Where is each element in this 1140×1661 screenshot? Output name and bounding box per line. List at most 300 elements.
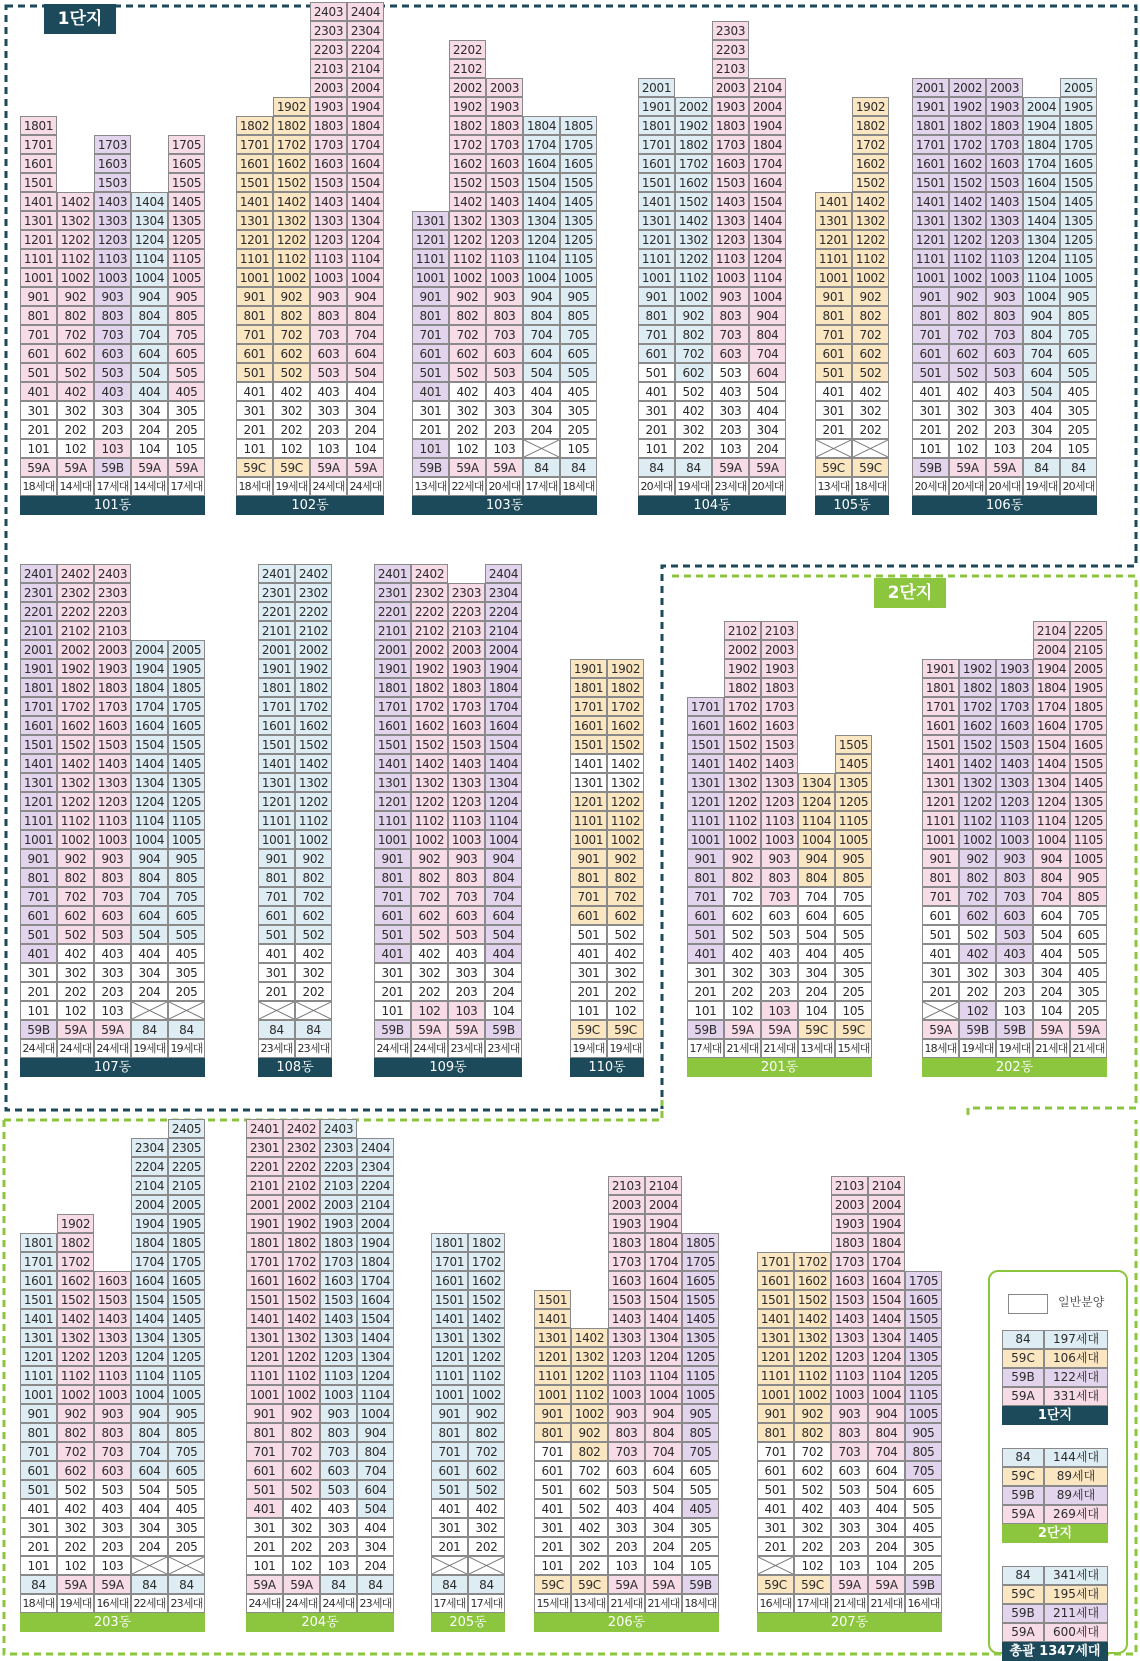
unit-cell: 1703 [320,1252,357,1271]
unit-cell: 904 [131,1404,168,1423]
unit-cell: 1005 [835,830,872,849]
unit-cell: 1501 [20,735,57,754]
unit-cell: 1504 [131,1290,168,1309]
unit-cell: 1102 [295,811,332,830]
unit-cell: 1102 [273,249,310,268]
unit-cell: 201 [20,982,57,1001]
unit-cell: 1003 [712,268,749,287]
unit-cell: 1903 [608,1214,645,1233]
unit-cell: 1103 [310,249,347,268]
building-name: 102동 [236,496,384,515]
unit-cell: 2301 [20,583,57,602]
unit-cell: 1304 [749,230,786,249]
unit-cell: 205 [905,1556,942,1575]
unit-cell: 303 [712,401,749,420]
unit-cell: 502 [675,382,712,401]
unit-cell: 203 [986,420,1023,439]
unit-cell: 701 [20,887,57,906]
unit-cell: 1101 [687,811,724,830]
unit-cell: 2101 [246,1176,283,1195]
legend-count: 195세대 [1044,1585,1108,1604]
unit-cell: 1101 [412,249,449,268]
unit-cell: 1404 [749,211,786,230]
unit-cell: 204 [798,982,835,1001]
unit-cell: 2104 [1033,621,1070,640]
unit-cell: 104 [645,1556,682,1575]
unit-cell: 1303 [448,773,485,792]
unit-cell: 1202 [949,230,986,249]
unit-cell: 1103 [486,249,523,268]
unit-cell: 1201 [236,230,273,249]
unit-cell: 1904 [868,1214,905,1233]
unit-cell: 502 [295,925,332,944]
unit-cell: 1103 [712,249,749,268]
unit-cell: 2001 [374,640,411,659]
unit-cell: 1701 [922,697,959,716]
household-count: 16세대 [905,1594,942,1613]
unit-cell: 703 [986,325,1023,344]
unit-cell-empty [295,1001,332,1020]
unit-cell: 1403 [448,754,485,773]
unit-cell: 705 [682,1442,719,1461]
unit-cell: 702 [411,887,448,906]
unit-cell: 902 [468,1404,505,1423]
unit-cell: 2104 [645,1176,682,1195]
unit-cell: 802 [852,306,889,325]
unit-cell: 902 [794,1404,831,1423]
household-count: 21세대 [1070,1039,1107,1058]
unit-cell: 301 [570,963,607,982]
unit-cell: 704 [131,325,168,344]
legend-type: 84 [1002,1566,1044,1585]
unit-cell: 2102 [724,621,761,640]
unit-cell: 1502 [283,1290,320,1309]
unit-cell: 402 [959,944,996,963]
unit-cell: 1703 [986,135,1023,154]
unit-cell: 801 [570,868,607,887]
unit-cell: 1603 [486,154,523,173]
unit-cell: 2204 [485,602,522,621]
unit-cell: 1501 [20,173,57,192]
unit-cell: 1803 [486,116,523,135]
household-count: 15세대 [534,1594,571,1613]
unit-cell: 1104 [749,268,786,287]
unit-cell: 301 [922,963,959,982]
household-count: 24세대 [57,1039,94,1058]
unit-cell: 103 [996,1001,1033,1020]
unit-cell: 902 [724,849,761,868]
unit-cell: 1904 [749,116,786,135]
unit-cell: 1402 [794,1309,831,1328]
unit-type-cell: 59A [20,458,57,477]
unit-cell: 1701 [757,1252,794,1271]
unit-cell: 605 [168,344,205,363]
unit-cell: 203 [831,1537,868,1556]
unit-cell: 1102 [57,811,94,830]
unit-type-cell: 84 [168,1575,205,1594]
unit-cell: 203 [94,420,131,439]
unit-cell: 202 [273,420,310,439]
unit-type-cell: 59A [94,1020,131,1039]
unit-cell: 904 [749,306,786,325]
unit-cell: 1004 [131,830,168,849]
unit-cell: 304 [1023,420,1060,439]
unit-cell: 1105 [905,1385,942,1404]
unit-cell: 1001 [534,1385,571,1404]
unit-cell: 304 [131,963,168,982]
unit-cell: 104 [485,1001,522,1020]
unit-cell: 1501 [20,1290,57,1309]
unit-cell: 1904 [1033,659,1070,678]
unit-cell: 901 [20,849,57,868]
building-name: 202동 [922,1058,1107,1077]
building-name: 106동 [912,496,1097,515]
unit-cell: 1202 [571,1366,608,1385]
unit-cell: 803 [94,868,131,887]
unit-cell: 1705 [168,1252,205,1271]
unit-cell: 1403 [320,1309,357,1328]
unit-cell: 802 [571,1442,608,1461]
unit-cell: 701 [236,325,273,344]
unit-cell: 1404 [645,1309,682,1328]
unit-type-cell: 59A [246,1575,283,1594]
unit-cell: 705 [1060,325,1097,344]
unit-cell: 1703 [996,697,1033,716]
unit-cell: 1401 [236,192,273,211]
unit-cell: 202 [852,420,889,439]
unit-cell: 605 [682,1461,719,1480]
unit-cell: 1802 [675,135,712,154]
unit-cell: 1602 [949,154,986,173]
unit-cell: 705 [1070,906,1107,925]
unit-cell: 1303 [310,211,347,230]
unit-cell: 805 [168,1423,205,1442]
unit-cell: 1502 [607,735,644,754]
unit-cell: 1702 [794,1252,831,1271]
unit-cell: 401 [757,1499,794,1518]
unit-cell: 405 [168,1499,205,1518]
unit-cell: 1102 [571,1385,608,1404]
unit-cell: 201 [431,1537,468,1556]
unit-cell: 1401 [431,1309,468,1328]
unit-cell: 2403 [94,564,131,583]
unit-cell: 1604 [131,1271,168,1290]
unit-cell: 203 [94,1537,131,1556]
unit-cell: 904 [357,1423,394,1442]
unit-type-cell: 59A [831,1575,868,1594]
unit-cell: 1505 [168,1290,205,1309]
unit-type-cell: 84 [675,458,712,477]
unit-cell: 1605 [1060,154,1097,173]
unit-cell: 302 [468,1518,505,1537]
unit-cell: 1503 [608,1290,645,1309]
unit-cell: 1502 [468,1290,505,1309]
unit-cell: 1404 [131,754,168,773]
unit-cell: 1802 [273,116,310,135]
unit-cell: 1303 [608,1328,645,1347]
unit-cell: 1204 [131,792,168,811]
legend-type: 59B [1002,1368,1044,1387]
unit-cell: 1404 [357,1328,394,1347]
unit-type-cell: 59B [959,1020,996,1039]
unit-cell: 903 [448,849,485,868]
unit-cell: 205 [835,982,872,1001]
unit-cell: 1205 [168,1347,205,1366]
unit-cell: 903 [712,287,749,306]
unit-cell: 1203 [712,230,749,249]
unit-cell: 301 [258,963,295,982]
unit-cell: 202 [283,1537,320,1556]
unit-cell: 1301 [236,211,273,230]
legend-count: 144세대 [1044,1448,1108,1467]
unit-cell: 1104 [523,249,560,268]
household-count: 16세대 [757,1594,794,1613]
unit-cell: 304 [1033,963,1070,982]
legend-count: 269세대 [1044,1505,1108,1524]
unit-cell: 604 [485,906,522,925]
unit-cell: 1405 [1070,773,1107,792]
unit-cell: 1402 [273,192,310,211]
legend-group-title: 2단지 [1002,1524,1108,1543]
unit-cell: 505 [1070,944,1107,963]
unit-cell: 405 [835,944,872,963]
unit-cell: 902 [273,287,310,306]
unit-cell: 2002 [949,78,986,97]
unit-cell: 201 [374,982,411,1001]
unit-cell: 703 [94,1442,131,1461]
unit-cell: 1004 [1033,830,1070,849]
unit-cell: 103 [94,1556,131,1575]
unit-cell: 1201 [570,792,607,811]
unit-cell: 1404 [131,192,168,211]
legend-type: 59A [1002,1387,1044,1406]
unit-cell: 1002 [57,268,94,287]
unit-cell: 701 [757,1442,794,1461]
unit-cell: 503 [996,925,1033,944]
unit-cell: 1004 [1023,287,1060,306]
unit-cell: 802 [724,868,761,887]
unit-cell: 1301 [922,773,959,792]
unit-cell: 1804 [1033,678,1070,697]
unit-cell: 2205 [168,1157,205,1176]
unit-cell: 2103 [94,621,131,640]
unit-cell: 1103 [996,811,1033,830]
unit-cell: 1204 [131,1347,168,1366]
unit-cell: 2103 [320,1176,357,1195]
household-count: 19세대 [1023,477,1060,496]
unit-cell: 1501 [687,735,724,754]
unit-cell: 1102 [949,249,986,268]
unit-cell: 1302 [571,1347,608,1366]
unit-cell: 1002 [675,287,712,306]
unit-cell: 1005 [1060,268,1097,287]
unit-cell: 301 [912,401,949,420]
unit-cell-empty [431,1556,468,1575]
unit-cell: 2301 [246,1138,283,1157]
unit-cell: 601 [374,906,411,925]
unit-cell: 901 [20,1404,57,1423]
unit-cell: 905 [835,849,872,868]
unit-cell: 1102 [449,249,486,268]
unit-cell: 503 [94,363,131,382]
unit-cell: 1705 [168,697,205,716]
household-count: 24세대 [347,477,384,496]
unit-cell: 901 [246,1404,283,1423]
unit-cell: 2302 [57,583,94,602]
household-count: 13세대 [815,477,852,496]
unit-cell: 1704 [357,1271,394,1290]
unit-cell: 902 [283,1404,320,1423]
unit-cell: 2005 [168,1195,205,1214]
unit-cell: 1502 [273,173,310,192]
household-count: 17세대 [523,477,560,496]
unit-cell: 2104 [868,1176,905,1195]
unit-cell: 1902 [283,1214,320,1233]
unit-cell: 1104 [1033,811,1070,830]
household-count: 14세대 [131,477,168,496]
unit-cell: 1304 [131,773,168,792]
unit-cell: 1601 [374,716,411,735]
unit-cell: 701 [687,887,724,906]
unit-cell: 1301 [412,211,449,230]
unit-cell: 502 [411,925,448,944]
unit-cell: 1701 [374,697,411,716]
unit-cell: 303 [486,401,523,420]
unit-cell: 103 [608,1556,645,1575]
unit-cell: 1305 [168,773,205,792]
unit-cell: 2205 [1070,621,1107,640]
unit-cell: 304 [798,963,835,982]
unit-cell: 1103 [320,1366,357,1385]
unit-cell: 901 [815,287,852,306]
unit-cell: 1002 [57,830,94,849]
unit-cell: 1001 [912,268,949,287]
unit-cell: 404 [131,1499,168,1518]
unit-cell: 505 [168,1480,205,1499]
unit-cell: 1002 [724,830,761,849]
unit-type-cell: 84 [560,458,597,477]
unit-cell: 101 [20,1556,57,1575]
unit-cell: 902 [571,1423,608,1442]
unit-cell: 904 [131,287,168,306]
unit-cell: 1005 [682,1385,719,1404]
household-count: 15세대 [835,1039,872,1058]
unit-cell: 702 [57,325,94,344]
unit-cell: 1302 [411,773,448,792]
unit-cell: 1401 [570,754,607,773]
unit-cell: 904 [868,1404,905,1423]
unit-cell: 1503 [996,735,1033,754]
unit-cell: 903 [986,287,1023,306]
unit-cell: 1202 [57,792,94,811]
unit-cell: 203 [608,1537,645,1556]
unit-cell: 901 [412,287,449,306]
household-count: 19세대 [273,477,310,496]
unit-cell: 602 [852,344,889,363]
unit-cell: 1502 [411,735,448,754]
unit-cell: 1303 [712,211,749,230]
unit-cell: 903 [761,849,798,868]
unit-cell: 705 [168,1442,205,1461]
unit-cell: 1104 [1023,268,1060,287]
unit-cell: 602 [273,344,310,363]
unit-cell: 2102 [411,621,448,640]
unit-cell: 702 [949,325,986,344]
unit-cell: 901 [534,1404,571,1423]
unit-cell: 103 [761,1001,798,1020]
unit-cell: 1101 [20,249,57,268]
unit-type-cell: 59A [57,1020,94,1039]
unit-cell-empty [523,439,560,458]
unit-cell: 1002 [273,268,310,287]
unit-cell: 601 [687,906,724,925]
unit-cell: 704 [1023,344,1060,363]
unit-cell: 1703 [448,697,485,716]
unit-cell: 2301 [258,583,295,602]
unit-cell: 2004 [868,1195,905,1214]
unit-cell: 905 [560,287,597,306]
unit-cell: 403 [448,944,485,963]
unit-cell: 1201 [757,1347,794,1366]
unit-cell: 1302 [949,211,986,230]
unit-cell: 1104 [485,811,522,830]
unit-cell: 1103 [608,1366,645,1385]
unit-cell: 2401 [374,564,411,583]
household-count: 21세대 [608,1594,645,1613]
unit-cell: 1003 [310,268,347,287]
unit-cell: 1803 [608,1233,645,1252]
unit-cell: 601 [20,344,57,363]
unit-cell: 1002 [571,1404,608,1423]
unit-cell: 902 [852,287,889,306]
unit-cell: 401 [20,1499,57,1518]
unit-type-cell: 59C [571,1575,608,1594]
unit-cell: 2101 [258,621,295,640]
unit-cell: 1202 [724,792,761,811]
unit-cell: 901 [258,849,295,868]
unit-cell: 1705 [1060,135,1097,154]
unit-cell: 1102 [959,811,996,830]
unit-cell: 1901 [912,97,949,116]
unit-type-cell: 59A [986,458,1023,477]
unit-cell: 401 [922,944,959,963]
unit-cell: 704 [485,887,522,906]
unit-cell: 301 [412,401,449,420]
unit-cell: 802 [57,1423,94,1442]
unit-cell: 1305 [1060,211,1097,230]
unit-cell: 1003 [94,1385,131,1404]
unit-cell: 402 [273,382,310,401]
unit-cell: 904 [523,287,560,306]
unit-cell: 1703 [94,135,131,154]
unit-cell: 602 [607,906,644,925]
unit-cell: 103 [94,439,131,458]
unit-cell: 1802 [57,678,94,697]
unit-cell: 601 [20,906,57,925]
unit-cell: 1702 [468,1252,505,1271]
unit-cell: 1002 [794,1385,831,1404]
unit-cell: 2003 [712,78,749,97]
unit-cell: 1601 [431,1271,468,1290]
unit-cell: 505 [560,363,597,382]
unit-cell: 1105 [1060,249,1097,268]
unit-cell: 202 [57,982,94,1001]
unit-cell: 903 [996,849,1033,868]
unit-cell: 1004 [485,830,522,849]
unit-cell: 301 [431,1518,468,1537]
unit-cell: 1103 [761,811,798,830]
unit-cell: 1602 [295,716,332,735]
